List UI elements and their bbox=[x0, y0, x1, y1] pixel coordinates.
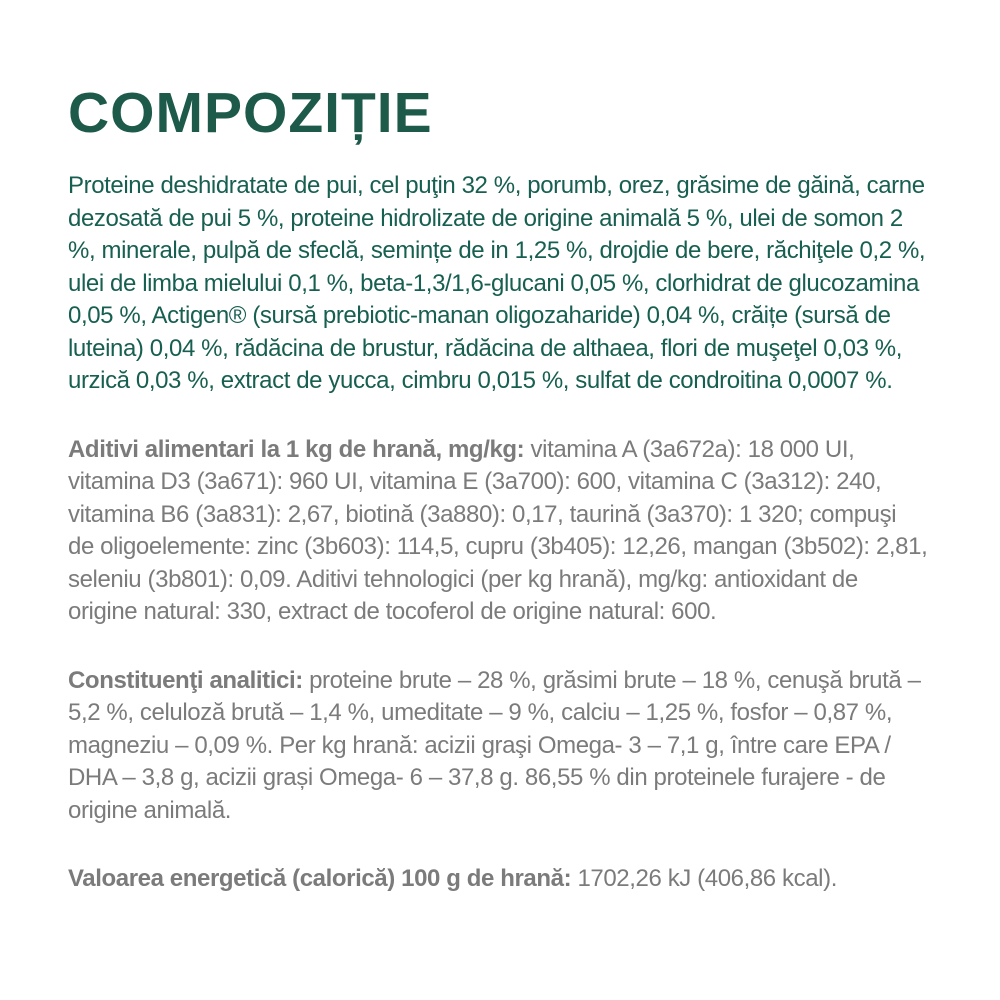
analytical-constituents-text: proteine brute – 28 %, grăsimi brute – 18 %, cenuşă brută – 5,2 %, celuloză brută – 1,4 %, umeditate – 9 %, calciu – 1,25 %, fosfor – 0,87 %, magneziu – 0,09 %. Per kg hrană: acizii graşi Omega- 3 – 7,1 g, între care EPA / DHA – 3,8 g, acizii grași Omega- 6 – 37,8 g. 86,55 % din proteinele furajere - de origine animală. bbox=[68, 666, 921, 824]
ingredients-text: Proteine deshidratate de pui, cel puţin 32 %, porumb, orez, grăsime de găină, carne dezosată de pui 5 %, proteine hidrolizate de origine animală 5 %, ulei de somon 2 %, minerale, pulpă de sfeclă, semințe de in 1,25 %, drojdie de bere, răchiţele 0,2 %, ulei de limba mielului 0,1 %, beta-1,3/1,6-glucani 0,05 %, clorhidrat de glucozamina 0,05 %, Actigen® (sursă prebiotic-manan oligozaharide) 0,04 %, crăițe (sursă de luteina) 0,04 %, rădăcina de brustur, rădăcina de althaea, flori de muşeţel 0,03 %, urzică 0,03 %, extract de yucca, cimbru 0,015 %, sulfat de condroitina 0,0007 %. bbox=[68, 172, 926, 394]
page-title: COMPOZIȚIE bbox=[68, 81, 433, 145]
additives-text: vitamina A (3a672a): 18 000 UI, vitamina D3 (3a671): 960 UI, vitamina E (3a700): 600, vitamina C (3a312): 240, vitamina B6 (3a831): 2,67, biotină (3a880): 0,17, taurină (3a370): 1 320; compuşi de oligoelemente: zinc (3b603): 114,5, cupru (3b405): 12,26, mangan (3b502): 2,81, seleniu (3b801): 0,09. Aditivi tehnologici (per kg hrană), mg/kg: antioxidant de origine natural: 330, extract de tocoferol de origine natural: 600. bbox=[68, 435, 928, 625]
energy-value-label: Valoarea energetică (calorică) 100 g de hrană: bbox=[68, 865, 572, 892]
ingredients-paragraph bbox=[68, 170, 928, 398]
additives-paragraph bbox=[68, 434, 928, 629]
analytical-constituents-paragraph bbox=[68, 665, 928, 828]
energy-value-paragraph bbox=[68, 863, 928, 896]
analytical-constituents-label: Constituenţi analitici: bbox=[68, 666, 303, 694]
additives-label: Aditivi alimentari la 1 kg de hrană, mg/kg: bbox=[68, 435, 525, 463]
energy-value-text: 1702,26 kJ (406,86 kcal). bbox=[577, 865, 837, 892]
